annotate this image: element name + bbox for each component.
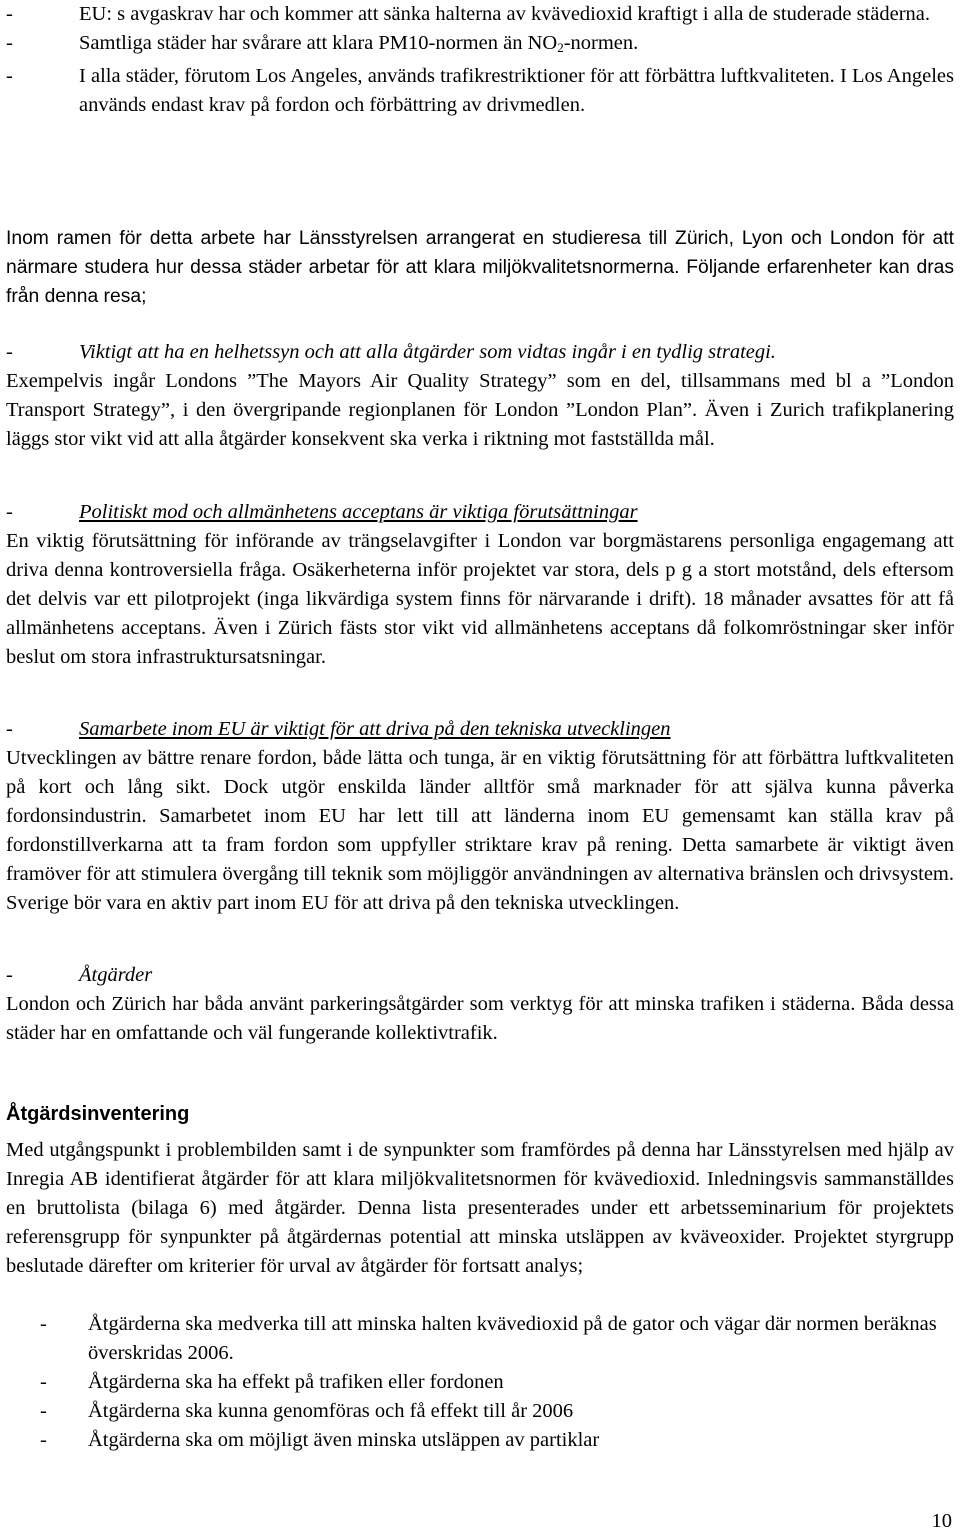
list-dash: - [40, 1313, 47, 1335]
list-dash: - [6, 964, 13, 986]
section-title-text: Åtgärder [79, 964, 153, 986]
inventory-paragraph [6, 1136, 954, 1281]
list-item-text: Åtgärderna ska om möjligt även minska utsläppen av partiklar [88, 1429, 600, 1451]
section-measures [6, 961, 954, 1048]
list-item [40, 1310, 954, 1368]
list-item-text: Samtliga städer har svårare att klara PM10-normen än $NO_2$-normen. [79, 32, 639, 55]
list-item [6, 0, 954, 29]
section-body: Exempelvis ingår Londons ”The Mayors Air Quality Strategy” som en del, tillsammans med bl a ”London Transport Strategy”, i den övergripande regionplanen för London ”London Plan”. Även i Zurich trafikplanering läggs stor vikt vid att alla åtgärder konsekvent ska verka i riktning mot fastställda mål. [6, 370, 954, 450]
list-item-text: Åtgärderna ska ha effekt på trafiken eller fordonen [88, 1371, 504, 1393]
list-dash: - [6, 32, 13, 54]
list-dash: - [40, 1400, 47, 1422]
section-title-text: Samarbete inom EU är viktigt för att driva på den tekniska utvecklingen [79, 718, 671, 740]
list-item [40, 1397, 954, 1426]
section-eu [6, 715, 954, 918]
section-title [6, 961, 954, 990]
section-strategy [6, 338, 954, 454]
list-dash: - [6, 341, 13, 363]
list-item-text: EU: s avgaskrav har och kommer att sänka halterna av kvävedioxid kraftigt i alla de studerade städerna. [79, 3, 931, 25]
intro-paragraph [6, 224, 954, 311]
paragraph-text: Inom ramen för detta arbete har Länsstyrelsen arrangerat en studieresa till Zürich, Lyon och London för att närmare studera hur dessa städer arbetar för att klara miljökvalitetsnormerna. Följande erfarenheter kan dras från denna resa; [6, 228, 954, 307]
section-heading [6, 1100, 954, 1129]
page-number: 10 [931, 1510, 952, 1532]
list-item-text: Åtgärderna ska kunna genomföras och få effekt till år 2006 [88, 1400, 574, 1422]
paragraph-text: Med utgångspunkt i problembilden samt i de synpunkter som framfördes på denna har Länsstyrelsen med hjälp av Inregia AB identifierat åtgärder för att klara miljökvalitetsnormen för kvävedioxid. Inledningsvis sammanställdes en bruttolista (bilaga 6) med åtgärder. Denna lista presenterades under ett arbetsseminarium för projektets referensgrupp för synpunkter på åtgärdernas potential att minska utsläppen av kväveoxider. Projektet styrgrupp beslutade därefter om kriterier för urval av åtgärder för fortsatt analys; [6, 1139, 954, 1277]
criteria-list [40, 1310, 954, 1455]
list-dash: - [6, 501, 13, 523]
section-title [6, 715, 954, 744]
list-dash: - [6, 718, 13, 740]
list-dash: - [40, 1371, 47, 1393]
section-body: Utvecklingen av bättre renare fordon, både lätta och tunga, är en viktig förutsättning för att förbättra luftkvaliteten på kort och lång sikt. Dock utgör enskilda länder alltför små marknader för att själva kunna påverka fordonsindustrin. Samarbetet inom EU har lett till att länderna inom EU gemensamt kan ställa krav på fordonstillverkarna att ta fram fordon som uppfyller striktare krav på rening. Detta samarbete är viktigt även framöver för att stimulera övergång till teknik som möjliggör användningen av alternativa bränslen och drivsystem. Sverige bör vara en aktiv part inom EU för att driva på den tekniska utvecklingen. [6, 747, 954, 914]
list-dash: - [40, 1429, 47, 1451]
section-body: En viktig förutsättning för införande av trängselavgifter i London var borgmästarens personliga engagemang att driva denna kontroversiella fråga. Osäkerheterna inför projektet var stora, dels p g a stort motstånd, dels eftersom det delvis var ett pilotprojekt (inga likvärdiga system finns för närvarande i drift). 18 månader avsattes för att få allmänhetens acceptans. Även i Zürich fästs stor vikt vid allmänhetens acceptans då folkomröstningar sker inför beslut om stora infrastruktursatsningar. [6, 530, 954, 668]
list-dash: - [6, 3, 13, 25]
heading-text: Åtgärdsinventering [6, 1103, 190, 1125]
list-item [6, 62, 954, 120]
list-item [40, 1426, 954, 1455]
section-title [6, 498, 954, 527]
section-political [6, 498, 954, 672]
top-bullet-list [6, 0, 954, 120]
list-item-text: Åtgärderna ska medverka till att minska halten kvävedioxid på de gator och vägar där normen beräknas överskridas 2006. [88, 1313, 937, 1364]
list-item-text: I alla städer, förutom Los Angeles, används trafikrestriktioner för att förbättra luftkvaliteten. I Los Angeles används endast krav på fordon och förbättring av drivmedlen. [79, 65, 954, 116]
section-title-text: Politiskt mod och allmänhetens acceptans är viktiga förutsättningar [79, 501, 638, 523]
list-item [40, 1368, 954, 1397]
section-title-text: Viktigt att ha en helhetssyn och att alla åtgärder som vidtas ingår i en tydlig strategi. [79, 341, 776, 363]
list-item [6, 29, 954, 62]
section-body: London och Zürich har båda använt parkeringsåtgärder som verktyg för att minska trafiken i städerna. Båda dessa städer har en omfattande och väl fungerande kollektivtrafik. [6, 993, 954, 1044]
list-dash: - [6, 65, 13, 87]
section-title [6, 338, 954, 367]
